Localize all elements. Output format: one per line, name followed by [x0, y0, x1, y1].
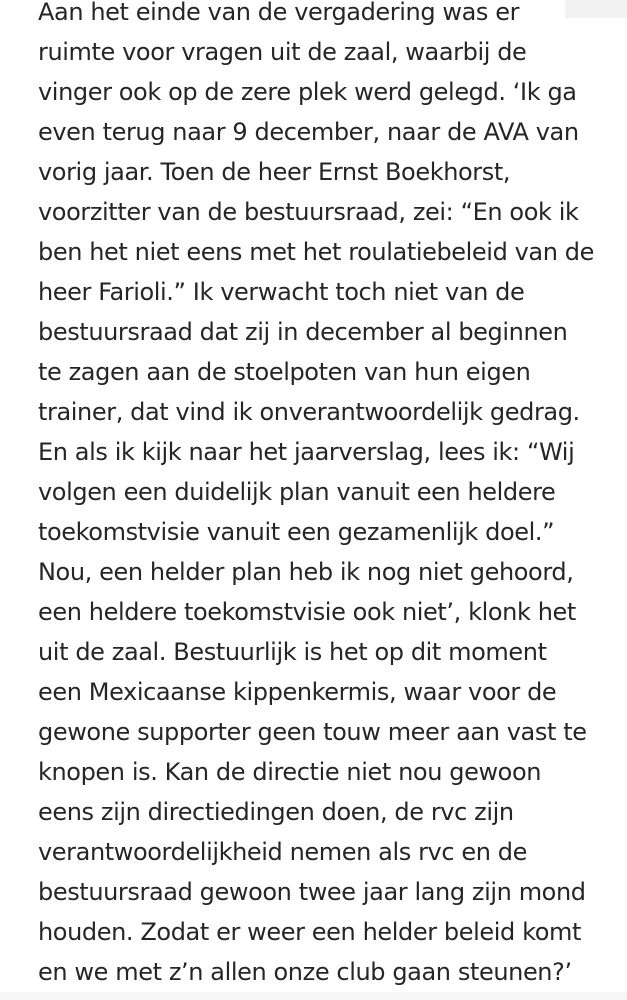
paragraph-line: Aan het einde van de vergadering was er — [38, 0, 520, 26]
paragraph-line: uit de zaal. Bestuurlijk is het op dit moment — [38, 638, 547, 666]
paragraph-line: En als ik kijk naar het jaarverslag, lees ik: “Wij — [38, 438, 575, 466]
bottom-shade — [0, 992, 627, 1000]
paragraph-line: bestuursraad dat zij in december al beginnen — [38, 318, 568, 346]
paragraph-line: vinger ook op de zere plek werd gelegd. ‘Ik ga — [38, 78, 577, 106]
paragraph-line: gewone supporter geen touw meer aan vast te — [38, 718, 587, 746]
paragraph-line: en we met z’n allen onze club gaan steunen?’ — [38, 958, 572, 986]
paragraph-line: verantwoordelijkheid nemen als rvc en de — [38, 838, 527, 866]
paragraph-line: even terug naar 9 december, naar de AVA van — [38, 118, 579, 146]
paragraph-line: een heldere toekomstvisie ook niet’, klonk het — [38, 598, 576, 626]
paragraph-line: ruimte voor vragen uit de zaal, waarbij de — [38, 38, 527, 66]
top-right-shade — [565, 0, 627, 18]
paragraph-line: toekomstvisie vanuit een gezamenlijk doel.” — [38, 518, 555, 546]
paragraph-line: te zagen aan de stoelpoten van hun eigen — [38, 358, 531, 386]
paragraph-line: houden. Zodat er weer een helder beleid komt — [38, 918, 581, 946]
paragraph-line: trainer, dat vind ik onverantwoordelijk gedrag. — [38, 398, 580, 426]
paragraph-line: eens zijn directiedingen doen, de rvc zijn — [38, 798, 514, 826]
paragraph-line: knopen is. Kan de directie niet nou gewoon — [38, 758, 542, 786]
paragraph-line: Nou, een helder plan heb ik nog niet gehoord, — [38, 558, 574, 586]
paragraph-line: ben het niet eens met het roulatiebeleid van de — [38, 238, 594, 266]
paragraph-line: heer Farioli.” Ik verwacht toch niet van de — [38, 278, 525, 306]
paragraph-line: voorzitter van de bestuursraad, zei: “En ook ik — [38, 198, 579, 226]
paragraph-line: een Mexicaanse kippenkermis, waar voor de — [38, 678, 557, 706]
paragraph-line: bestuursraad gewoon twee jaar lang zijn mond — [38, 878, 586, 906]
paragraph-line: vorig jaar. Toen de heer Ernst Boekhorst, — [38, 158, 511, 186]
paragraph-line: volgen een duidelijk plan vanuit een heldere — [38, 478, 556, 506]
